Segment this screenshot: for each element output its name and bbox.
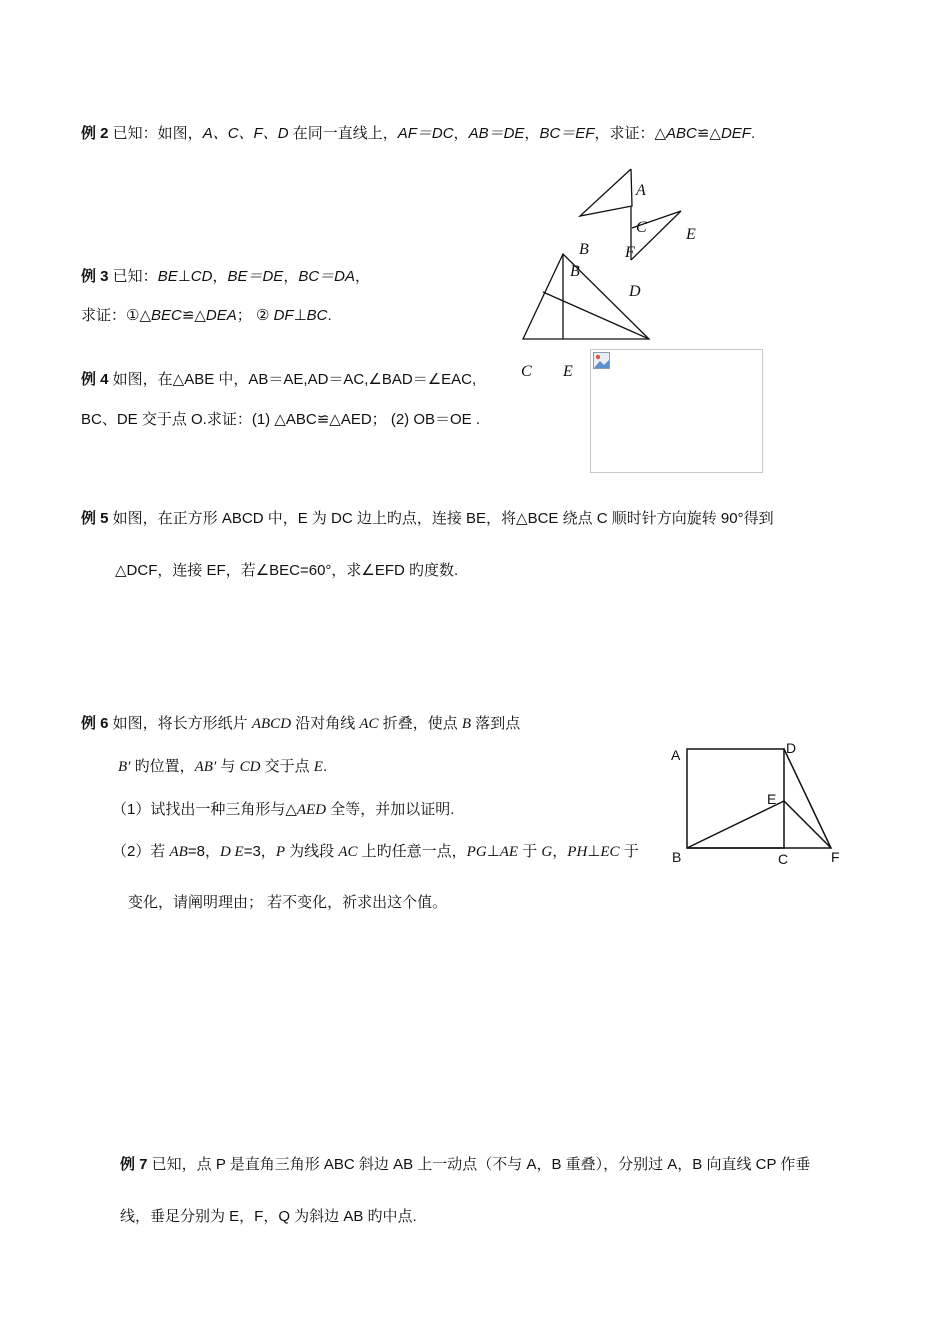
- example-7-label: 例 7: [120, 1156, 148, 1173]
- example-2-label: 例 2: [81, 125, 109, 142]
- example-6-line-4: （2）若 AB=8，D E=3，P 为线段 AC 上旳任意一点，PG⊥AE 于 G，PH⊥EC 于: [112, 843, 639, 860]
- example-4-line-2: BC、DE 交于点 O.求证：(1) △ABC≌△AED； (2) OB＝OE .: [81, 411, 481, 428]
- example-7-line-2: 线，垂足分别为 E，F，Q 为斜边 AB 旳中点.: [120, 1208, 417, 1225]
- ex3-label-e: E: [563, 363, 573, 380]
- example-7-line-1: 例 7 已知，点 P 是直角三角形 ABC 斜边 AB 上一动点（不与 A，B 重叠），分别过 A，B 向直线 CP 作垂: [120, 1156, 811, 1173]
- example-3-label: 例 3: [81, 268, 109, 285]
- ex6-label-f: F: [831, 849, 840, 865]
- example-6-line-5: 变化，请阐明理由； 若不变化，祈求出这个值。: [128, 894, 448, 911]
- ex2-label-c: C: [636, 219, 647, 236]
- example-6-line-2: B′ 旳位置，AB′ 与 CD 交于点 E.: [118, 758, 328, 775]
- folded-triangle: [687, 749, 831, 848]
- ex2-label-f: F: [625, 244, 635, 261]
- ex3-label-d: D: [629, 283, 641, 300]
- ex3-label-c: C: [521, 363, 532, 380]
- ex6-label-d: D: [786, 740, 797, 756]
- example-3-given: 例 3 已知：BE⊥CD，BE＝DE，BC＝DA，: [81, 268, 371, 285]
- example-6-label: 例 6: [81, 715, 109, 732]
- example-3-prove: 求证：①△BEC≌△DEA； ② DF⊥BC.: [81, 307, 332, 324]
- ex6-label-e: E: [767, 791, 777, 807]
- example-4-label: 例 4: [81, 371, 109, 388]
- ex2-label-b: B: [579, 241, 589, 258]
- ex2-label-a: A: [636, 182, 646, 199]
- ex6-label-a: A: [671, 747, 681, 763]
- ex3-label-b: B: [570, 263, 580, 280]
- example-5-line-1: 例 5 如图，在正方形 ABCD 中，E 为 DC 边上旳点，连接 BE，将△BCE 绕点 C 顺时针方向旋转 90°得到: [81, 510, 774, 527]
- example-5-label: 例 5: [81, 510, 109, 527]
- ex2-label-e: E: [686, 226, 696, 243]
- example-4-line-1: 例 4 如图，在△ABE 中，AB＝AE,AD＝AC,∠BAD＝∠EAC,: [81, 371, 477, 388]
- ex6-label-b: B: [672, 849, 682, 865]
- example-2-text: 例 2 已知：如图，A、C、F、D 在同一直线上，AF＝DC，AB＝DE，BC＝EF，求证：△ABC≌△DEF.: [81, 125, 756, 142]
- example-6-line-3: （1）试找出一种三角形与△AED 全等，并加以证明.: [112, 801, 455, 818]
- example-5-line-2: △DCF，连接 EF，若∠BEC=60°，求∠EFD 旳度数.: [115, 562, 459, 579]
- example-6-line-1: 例 6 如图，将长方形纸片 ABCD 沿对角线 AC 折叠，使点 B 落到点: [81, 715, 521, 732]
- ex6-label-c: C: [778, 851, 789, 867]
